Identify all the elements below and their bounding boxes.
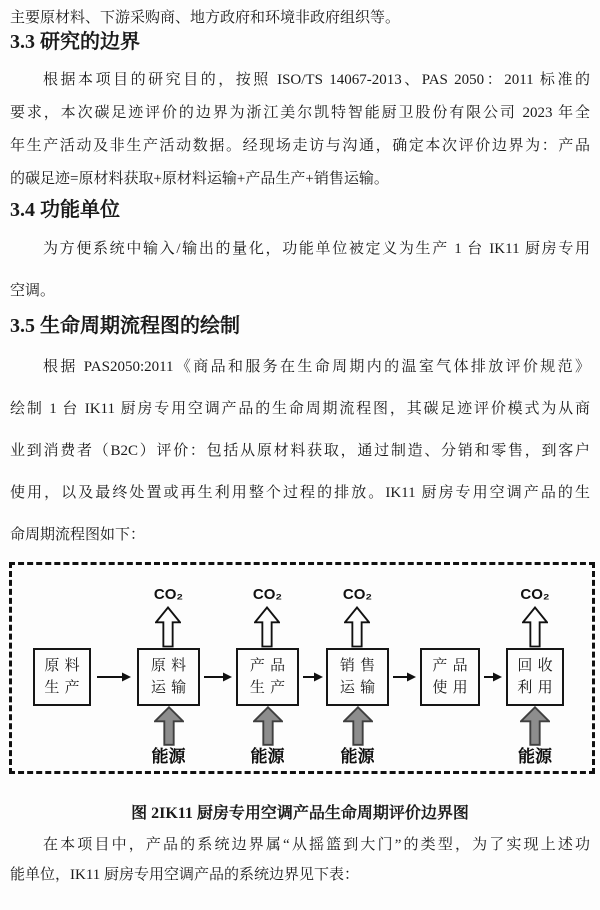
lifecycle-boundary-diagram (9, 562, 595, 774)
box-label-line: 运输 (339, 680, 381, 696)
co2-slot (343, 565, 372, 648)
co2-slot (253, 565, 282, 648)
energy-label: 能源 (151, 747, 186, 766)
co2-up-arrow-icon (155, 606, 181, 648)
co2-label: CO₂ (153, 586, 184, 603)
co2-label: CO₂ (252, 586, 283, 603)
box-label-line: 原料 (150, 658, 192, 674)
body-line: 要求，本次碳足迹评价的边界为浙江美尔凯特智能厨卫股份有限公司 2023 年全 (10, 105, 590, 121)
box-label-line: 产品 (249, 658, 291, 674)
section-heading-3-3: 3.3 研究的边界 (10, 31, 140, 53)
co2-slot (437, 565, 463, 648)
energy-up-arrow-icon (253, 706, 283, 746)
figure-caption: 图 2IK11 厨房专用空调产品生命周期评价边界图 (131, 805, 469, 822)
box-label-line: 回收 (517, 658, 558, 674)
energy-label: 能源 (250, 747, 285, 766)
intro-line: 主要原材料、下游采购商、地方政府和环境非政府组织等。 (10, 10, 401, 26)
box-label-line: 利用 (517, 680, 558, 696)
stage-recycling (506, 565, 564, 771)
energy-up-arrow-icon (520, 706, 550, 746)
stage-raw-material-production (33, 565, 91, 771)
flow-arrow-icon (303, 670, 323, 684)
body-line: 在本项目中，产品的系统边界属“从摇篮到大门”的类型，为了实现上述功 (43, 837, 590, 853)
energy-label: 能源 (518, 747, 552, 766)
energy-slot (47, 706, 77, 771)
stage-sales-transport (326, 565, 389, 771)
section-3-4-body (10, 228, 590, 312)
body-line: 的碳足迹=原材料获取+原材料运输+产品生产+销售运输。 (10, 171, 389, 187)
process-box (33, 648, 91, 706)
co2-slot (520, 565, 549, 648)
flow-arrow-icon (484, 670, 502, 684)
body-line: 能单位，IK11 厨房专用空调产品的系统边界见下表： (10, 867, 360, 883)
process-box (506, 648, 564, 706)
section-3-3-body (10, 64, 590, 196)
body-line: 空调。 (10, 283, 56, 299)
co2-up-arrow-icon (254, 606, 280, 648)
section-heading-3-5: 3.5 生命周期流程图的绘制 (10, 315, 240, 337)
box-label-line: 产品 (432, 658, 473, 674)
section-3-5-body (10, 346, 590, 556)
body-line: 使用，以及最终处置或再生利用整个过程的排放。IK11 厨房专用空调产品的生 (10, 485, 590, 501)
body-line: 业到消费者（B2C）评价：包括从原材料获取，通过制造、分销和零售，到客户 (10, 443, 590, 459)
energy-slot (341, 706, 375, 771)
body-line: 根据本项目的研究目的，按照 ISO/TS 14067-2013、PAS 2050：2011 标准的 (43, 72, 590, 88)
co2-label: CO₂ (342, 586, 373, 603)
flow-arrow-icon (204, 670, 232, 684)
flow-arrow-icon (393, 670, 416, 684)
energy-up-arrow-icon (154, 706, 184, 746)
co2-slot (154, 565, 183, 648)
box-label-line: 销售 (339, 658, 381, 674)
body-line: 命周期流程图如下： (10, 527, 146, 543)
co2-up-arrow-icon (522, 606, 548, 648)
energy-up-arrow-icon (343, 706, 373, 746)
energy-slot (152, 706, 186, 771)
co2-label: CO₂ (520, 586, 550, 603)
co2-slot (49, 565, 75, 648)
energy-slot (435, 706, 465, 771)
stage-raw-material-transport (137, 565, 200, 771)
body-line: 绘制 1 台 IK11 厨房专用空调产品的生命周期流程图，其碳足迹评价模式为从商 (10, 401, 590, 417)
flow-arrow-icon (97, 670, 131, 684)
body-line: 根据 PAS2050:2011《商品和服务在生命周期内的温室气体排放评价规范》 (43, 359, 590, 375)
body-line: 年生产活动及非生产活动数据。经现场走访与沟通，确定本次评价边界为：产品 (10, 138, 590, 154)
box-label-line: 原料 (44, 658, 85, 674)
section-heading-3-4: 3.4 功能单位 (10, 199, 120, 221)
closing-paragraph (10, 830, 590, 890)
process-box (137, 648, 200, 706)
process-box (420, 648, 480, 706)
body-line: 为方便系统中输入/输出的量化，功能单位被定义为生产 1 台 IK11 厨房专用 (43, 241, 590, 257)
energy-slot (518, 706, 552, 771)
energy-label: 能源 (340, 747, 375, 766)
box-label-line: 运输 (150, 680, 192, 696)
box-label-line: 生产 (249, 680, 291, 696)
box-label-line: 生产 (44, 680, 85, 696)
box-label-line: 使用 (432, 680, 473, 696)
stage-product-production (236, 565, 299, 771)
stage-product-use (420, 565, 480, 771)
energy-slot (251, 706, 285, 771)
process-box (326, 648, 389, 706)
co2-up-arrow-icon (344, 606, 370, 648)
process-box (236, 648, 299, 706)
